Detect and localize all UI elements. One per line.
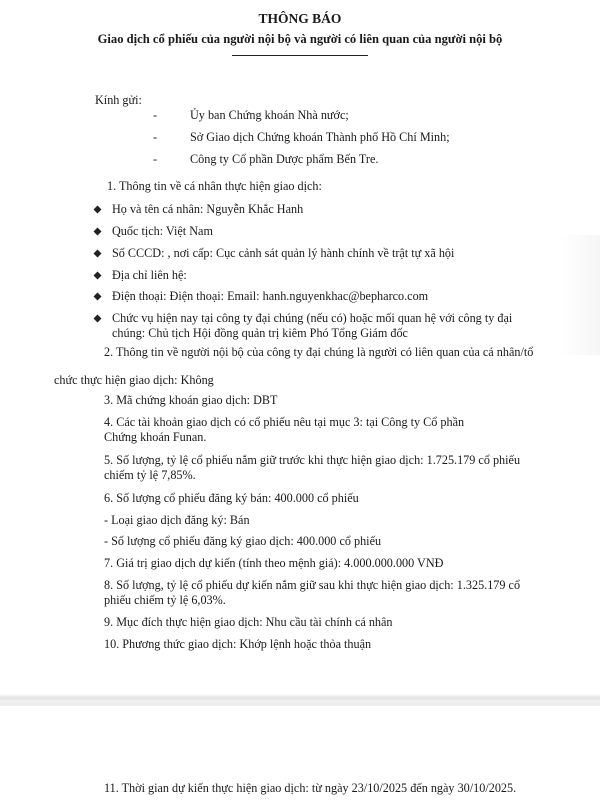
section-5-line: chiếm tỷ lệ 7,85%.: [104, 468, 196, 482]
section-8-line: 8. Số lượng, tỷ lệ cổ phiếu dự kiến nắm giữ sau khi thực hiện giao dịch: 1.325.179 cổ: [104, 578, 521, 592]
diamond-bullet-icon: [93, 205, 102, 214]
page-fold: [0, 694, 600, 702]
document-subtitle: Giao dịch cổ phiếu của người nội bộ và người có liên quan của người nội bộ: [97, 32, 503, 46]
diamond-bullet-icon: [93, 314, 102, 323]
section-1-item: Địa chỉ liên hệ:: [112, 268, 187, 282]
section-10: 10. Phương thức giao dịch: Khớp lệnh hoặc thỏa thuận: [104, 637, 372, 651]
recipient-item: Công ty Cổ phần Dược phẩm Bến Tre.: [190, 152, 379, 166]
position-line: Chức vụ hiện nay tại công ty đại chúng (nếu có) hoặc mối quan hệ với công ty đại: [112, 311, 513, 325]
section-1-heading: 1. Thông tin về cá nhân thực hiện giao dịch:: [107, 179, 322, 193]
position-line: chúng: Chủ tịch Hội đồng quản trị kiêm Phó Tổng Giám đốc: [112, 326, 408, 340]
section-1-item: Số CCCD: , nơi cấp: Cục cảnh sát quản lý hành chính về trật tự xã hội: [112, 246, 455, 260]
section-4-line: 4. Các tài khoản giao dịch có cổ phiếu nêu tại mục 3: tại Công ty Cổ phần: [104, 415, 465, 429]
section-9: 9. Mục đích thực hiện giao dịch: Nhu cầu tài chính cá nhân: [104, 615, 393, 629]
recipient-item: Ủy ban Chứng khoán Nhà nước;: [190, 108, 349, 122]
section-7: 7. Giá trị giao dịch dự kiến (tính theo mệnh giá): 4.000.000.000 VNĐ: [104, 556, 444, 570]
section-6-sub: - Loại giao dịch đăng ký: Bán: [104, 513, 250, 527]
section-2-line: 2. Thông tin về người nội bộ của công ty đại chúng là người có liên quan của cá nhân/tổ: [104, 345, 534, 359]
section-2-line: chức thực hiện giao dịch: Không: [54, 373, 214, 387]
section-11: 11. Thời gian dự kiến thực hiện giao dịch: từ ngày 23/10/2025 đến ngày 30/10/2025.: [104, 781, 517, 795]
title-underline: [232, 55, 368, 56]
greeting: Kính gửi:: [95, 93, 142, 107]
document-title: THÔNG BÁO: [258, 11, 342, 26]
diamond-bullet-icon: [93, 249, 102, 258]
section-1-item: Họ và tên cá nhân: Nguyễn Khắc Hanh: [112, 202, 304, 216]
section-1-item: Quốc tịch: Việt Nam: [112, 224, 213, 238]
section-6-sub: - Số lượng cổ phiếu đăng ký giao dịch: 400.000 cổ phiếu: [104, 534, 382, 548]
recipient-dash: -: [153, 108, 158, 122]
section-3: 3. Mã chứng khoán giao dịch: DBT: [104, 393, 278, 407]
recipient-dash: -: [153, 152, 158, 166]
recipient-item: Sở Giao dịch Chứng khoán Thành phố Hồ Chí Minh;: [190, 130, 450, 144]
section-5-line: 5. Số lượng, tỷ lệ cổ phiếu nắm giữ trước khi thực hiện giao dịch: 1.725.179 cổ phiếu: [104, 453, 521, 467]
page-fold-shadow: [0, 702, 600, 706]
section-8-line: phiếu chiếm tỷ lệ 6,03%.: [104, 593, 226, 607]
diamond-bullet-icon: [93, 292, 102, 301]
diamond-bullet-icon: [93, 227, 102, 236]
recipient-dash: -: [153, 130, 158, 144]
bleed-through-shadow: [560, 235, 600, 355]
diamond-bullet-icon: [93, 271, 102, 280]
section-6: 6. Số lượng cổ phiếu đăng ký bán: 400.000 cổ phiếu: [104, 491, 359, 505]
section-4-line: Chứng khoán Funan.: [104, 430, 207, 444]
section-1-item: Điện thoại: Điện thoại: Email: hanh.nguyenkhac@bepharco.com: [112, 289, 429, 303]
